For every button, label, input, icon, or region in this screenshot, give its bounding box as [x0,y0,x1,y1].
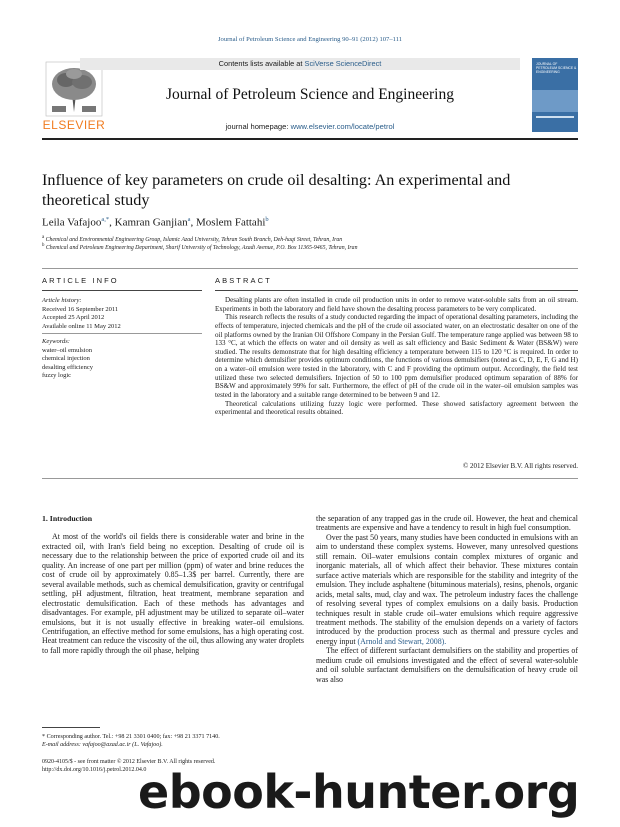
keyword: fuzzy logic [42,372,72,380]
footnote-divider [42,727,100,728]
journal-cover-image [532,58,578,132]
copyright-notice: © 2012 Elsevier B.V. All rights reserved. [462,462,578,470]
homepage-prefix: journal homepage: [225,122,291,131]
author-list: Leila Vafajoo$^{a,*}$, Kamran Ganjian$^a$, Moslem Fattahi$^b$ [42,216,269,229]
journal-masthead [42,58,578,140]
article-history [42,297,202,331]
homepage-link[interactable]: www.elsevier.com/locate/petrol [290,122,395,131]
divider [42,290,202,291]
author-name: Kamran Ganjian [114,216,188,229]
abstract-paragraph: This research reflects the results of a study conducted regarding the impact of operational desalting parameters, including the effects of temperature, injected chemicals and the pH of the crude oil associated water, on an electrostatic desalter on one of the oil platforms owned by the Iranian Oil Offshore Company in the Persian Gulf. The temperature range applied was between 98 to 133 °C, at which the effects on water and oil density as well as salt efficiency and Basic Sediment & Water (BS&W) were studied. The results demonstrate that for high desalting efficiency a temperature between 115 to 120 °C is required. In order to determine which demulsifier provides optimum conditions, the functions of various demulsifiers (noted as C, D, E, F, G and H) on a water–oil emulsion were tested in the laboratory, with C and F providing the optimum output. Accordingly, the field test utilized these two selected demulsifiers. Injection of 50 to 100 ppm demulsifier produced optimum separation of 88% for BS&W and approximately 99% for salt. Furthermore, the effect of pH of the crude oil in the water–oil emulsion samples was tested in the laboratory and a suitable range determined to be between 9 and 12. [215,313,578,399]
keywords-block [42,338,202,381]
body-paragraph: Over the past 50 years, many studies have been conducted in emulsions with an aim to understand these complex systems. However, many unresolved questions still remain. Oil–water emulsions contain complex mixtures of organic and inorganic materials, all of which affect their behavior. These mixtures contain surface active materials which are responsible for the stability and integrity of the emulsion. They include asphaltene (bituminous materials), resins, phenols, organic acids, metal salts, mud, clay and wax. The petroleum industry faces the challenge of resolving several types of complex emulsions on a daily basis. Production techniques result in stable crude oil–water emulsions which require aggressive treatment methods. The stability of the emulsion depends on a variety of factors introduced by the production process such as thermal and pressure cycles and energy input (Arnold and Stewart, 2008). [316,532,578,646]
issn-line: 0920-4105/$ - see front matter © 2012 Elsevier B.V. All rights reserved. [42,759,216,765]
body-right-column [316,514,578,684]
affiliation-b: $^b$ Chemical and Petroleum Engineering Department, Sharif University of Technology, Azadi Avenue, P.O. Box 11365-9465, Tehran, Iran [42,243,358,251]
abstract-paragraph: Theoretical calculations utilizing fuzzy logic were performed. These showed satisfactory agreement between the experimental and theoretical results obtained. [215,399,578,417]
journal-title: Journal of Petroleum Science and Engineering [166,86,454,103]
history-accepted: Accepted 25 April 2012 [42,314,105,322]
divider [215,290,578,291]
history-online: Available online 11 May 2012 [42,322,121,330]
abstract-paragraph: Desalting plants are often installed in crude oil production units in order to remove water-soluble salts from an oil stream. Experiments in both the laboratory and field have shown the desalting process parameters to be very complicated. [215,296,578,313]
divider [42,333,202,334]
author-name: Moslem Fattahi [196,216,266,229]
cover-title: JOURNAL OF PETROLEUM SCIENCE & ENGINEERING [536,62,577,74]
keywords-label: Keywords: [42,338,70,345]
abstract-heading: ABSTRACT [215,276,272,285]
article-title: Influence of key parameters on crude oil desalting: An experimental and theoretical study [42,171,511,209]
body-paragraph: The effect of different surfactant demulsifiers on the stability and properties of medium crude oil emulsions investigated and the effect of several water-soluble and oil soluble surfactant demulsifiers on the demulsification of heavy crude oil was also [316,646,578,684]
doi-link[interactable]: http://dx.doi.org/10.1016/j.petrol.2012.04.0 [42,766,147,773]
body-paragraph: At most of the world's oil fields there is considerable water and brine in the extracted oil, with Iran's field being no exception. Desalting of crude oil is necessary due to the relationship between the price of exported crude oil and its quality. An increase of one part per million (ppm) of water and brine reduces the cost of crude oil by approximately 0.85–1.3$ per barrel. Currently, there are several available methods, such as chemical demulsification, gravity or centrifugal settling, pH adjustment, filtration, heat treatment, membrane separation and electrostatic demulsification. Each of these methods has advantages and disadvantages. For example, pH adjustment may be utilized to separate oil–water emulsions, but it is not usually effective in breaking water–oil emulsions. Centrifugation, an effective method for some emulsions, has a high operating cost. Heat treatment can reduce the viscosity of the oil, thus allowing any water droplets to fall more rapidly through the oil phase, helping [42,532,304,655]
contents-band [80,58,520,70]
affiliation-a: $^a$ Chemical and Environmental Engineering Group, Islamic Azad University, Tehran South Branch, Deh-haqi Street, Tehran, Iran [42,235,343,243]
reference-link[interactable]: (Arnold and Stewart, 2008). [357,636,447,646]
author-name: Leila Vafajoo [42,216,102,229]
journal-citation: Journal of Petroleum Science and Engineering 90–91 (2012) 107–111 [217,36,403,43]
section-heading: 1. Introduction [42,514,93,523]
history-received: Received 16 September 2011 [42,305,119,313]
contents-prefix: Contents lists available at [218,59,305,68]
abstract-text [215,296,578,417]
journal-homepage [102,122,518,131]
keyword: chemical injection [42,355,90,363]
keyword: desalting efficiency [42,363,93,371]
article-info-heading: ARTICLE INFO [42,276,119,285]
body-left-column [42,514,304,655]
divider [42,478,578,479]
email-note: E-mail address: vafajoo@azad.ac.ir (L. Vafajoo). [42,741,163,748]
author-affil-mark[interactable]: a,* [101,216,110,223]
body-paragraph: the separation of any trapped gas in the crude oil. However, the heat and chemical treatments are expensive and have a tendency to result in high fuel consumption. [316,514,578,533]
watermark-text: ebook-hunter.org [138,765,580,819]
keyword: water–oil emulsion [42,346,93,354]
author-affil-mark[interactable]: a [187,216,191,223]
author-affil-mark[interactable]: b [265,216,269,223]
publisher-logo-text: ELSEVIER [42,118,106,132]
history-label: Article history: [42,297,82,304]
corresponding-author-note: * Corresponding author. Tel.: +98 21 3301 0400; fax: +98 21 3371 7140. [42,734,220,740]
footnotes [42,734,304,749]
sciencedirect-link[interactable]: SciVerse ScienceDirect [304,59,382,68]
divider [42,268,578,269]
